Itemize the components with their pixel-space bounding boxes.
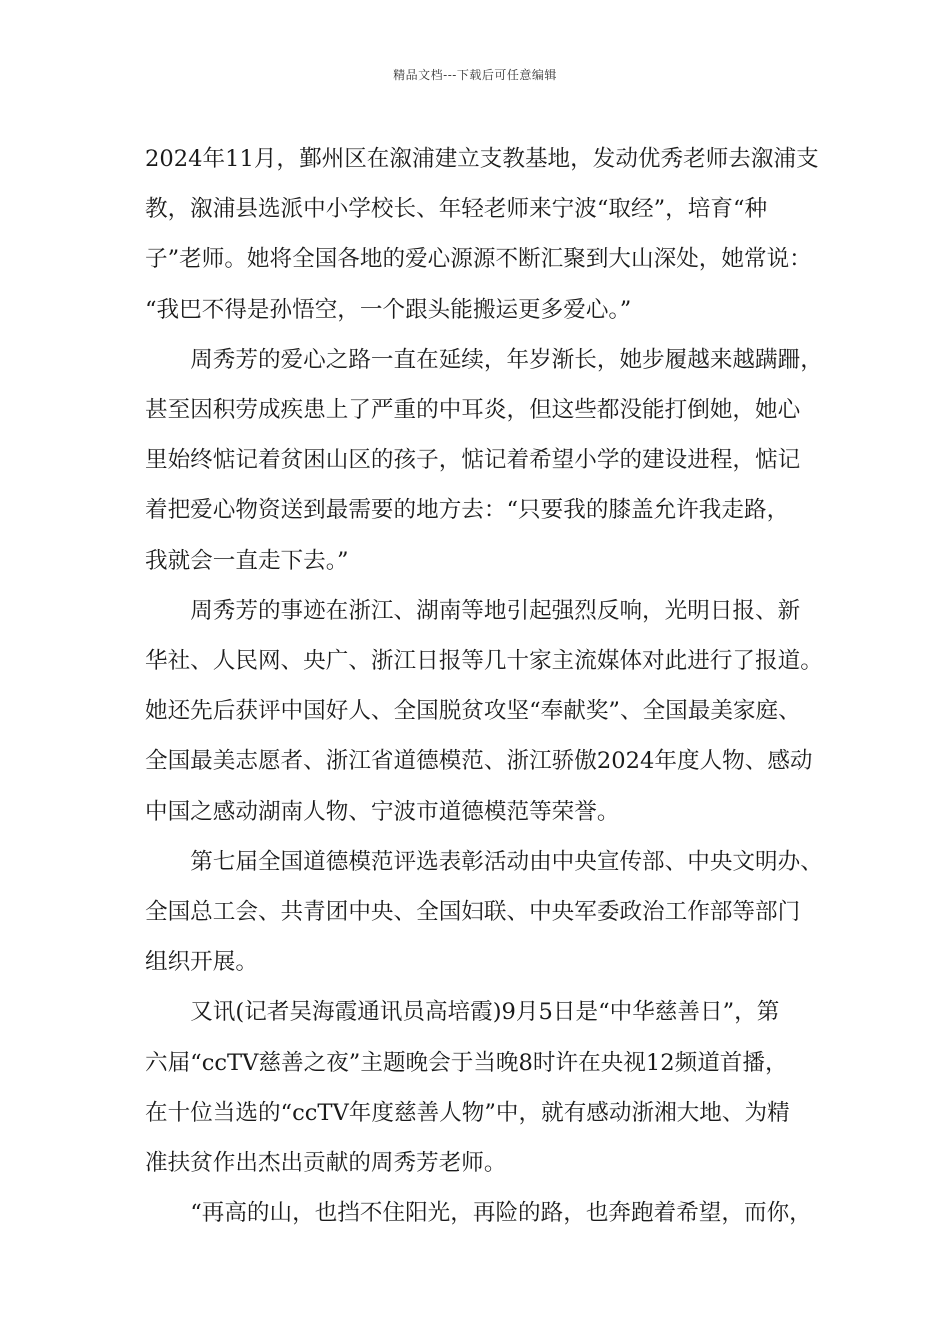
text-line: 准扶贫作出杰出贡献的周秀芳老师。 — [145, 1150, 507, 1177]
text-line: 周秀芳的事迹在浙江、湖南等地引起强烈反响，光明日报、新 — [190, 597, 801, 624]
text-line: 中国之感动湖南人物、宁波市道德模范等荣誉。 — [145, 798, 620, 825]
paragraph — [145, 987, 825, 1188]
paragraph — [145, 335, 825, 586]
text-line: “我巴不得是孙悟空，一个跟头能搬运更多爱心。” — [145, 296, 632, 323]
text-line: 在十位当选的“ccTV年度慈善人物”中，就有感动浙湘大地、为精 — [145, 1099, 790, 1126]
text-line: 子”老师。她将全国各地的爱心源源不断汇聚到大山深处，她常说： — [145, 246, 812, 273]
text-line: 里始终惦记着贫困山区的孩子，惦记着希望小学的建设进程，惦记 — [145, 447, 801, 474]
text-line: 甚至因积劳成疾患上了严重的中耳炎，但这些都没能打倒她，她心 — [145, 397, 801, 424]
paragraph — [145, 1188, 825, 1238]
text-line: 又讯(记者吴海霞通讯员高培霞)9月5日是“中华慈善日”，第 — [190, 999, 780, 1026]
text-line: 全国最美志愿者、浙江省道德模范、浙江骄傲2024年度人物、感动 — [145, 748, 813, 775]
text-line: 全国总工会、共青团中央、全国妇联、中央军委政治工作部等部门 — [145, 899, 801, 926]
text-line: 2024年11月，鄞州区在溆浦建立支教基地，发动优秀老师去溆浦支 — [145, 146, 819, 172]
text-line: 她还先后获评中国好人、全国脱贫攻坚“奉献奖”、全国最美家庭、 — [145, 698, 801, 725]
text-line: 组织开展。 — [145, 949, 258, 976]
text-line: 着把爱心物资送到最需要的地方去：“只要我的膝盖允许我走路， — [145, 497, 790, 524]
page-header: 精品文档---下载后可任意编辑 — [393, 68, 557, 82]
text-line: 周秀芳的爱心之路一直在延续，年岁渐长，她步履越来越蹒跚， — [190, 346, 823, 373]
paragraph — [145, 837, 825, 988]
text-line: 第七届全国道德模范评选表彰活动由中央宣传部、中央文明办、 — [190, 848, 823, 875]
document-body — [145, 134, 825, 1238]
paragraph — [145, 586, 825, 837]
text-line: “再高的山，也挡不住阳光，再险的路，也奔跑着希望，而你， — [190, 1200, 812, 1227]
text-line: 六届“ccTV慈善之夜”主题晚会于当晚8时许在央视12频道首播， — [145, 1049, 788, 1076]
text-line: 我就会一直走下去。” — [145, 547, 349, 574]
paragraph — [145, 134, 825, 335]
text-line: 华社、人民网、央广、浙江日报等几十家主流媒体对此进行了报道。 — [145, 648, 823, 675]
text-line: 教，溆浦县选派中小学校长、年轻老师来宁波“取经”，培育“种 — [145, 196, 768, 223]
